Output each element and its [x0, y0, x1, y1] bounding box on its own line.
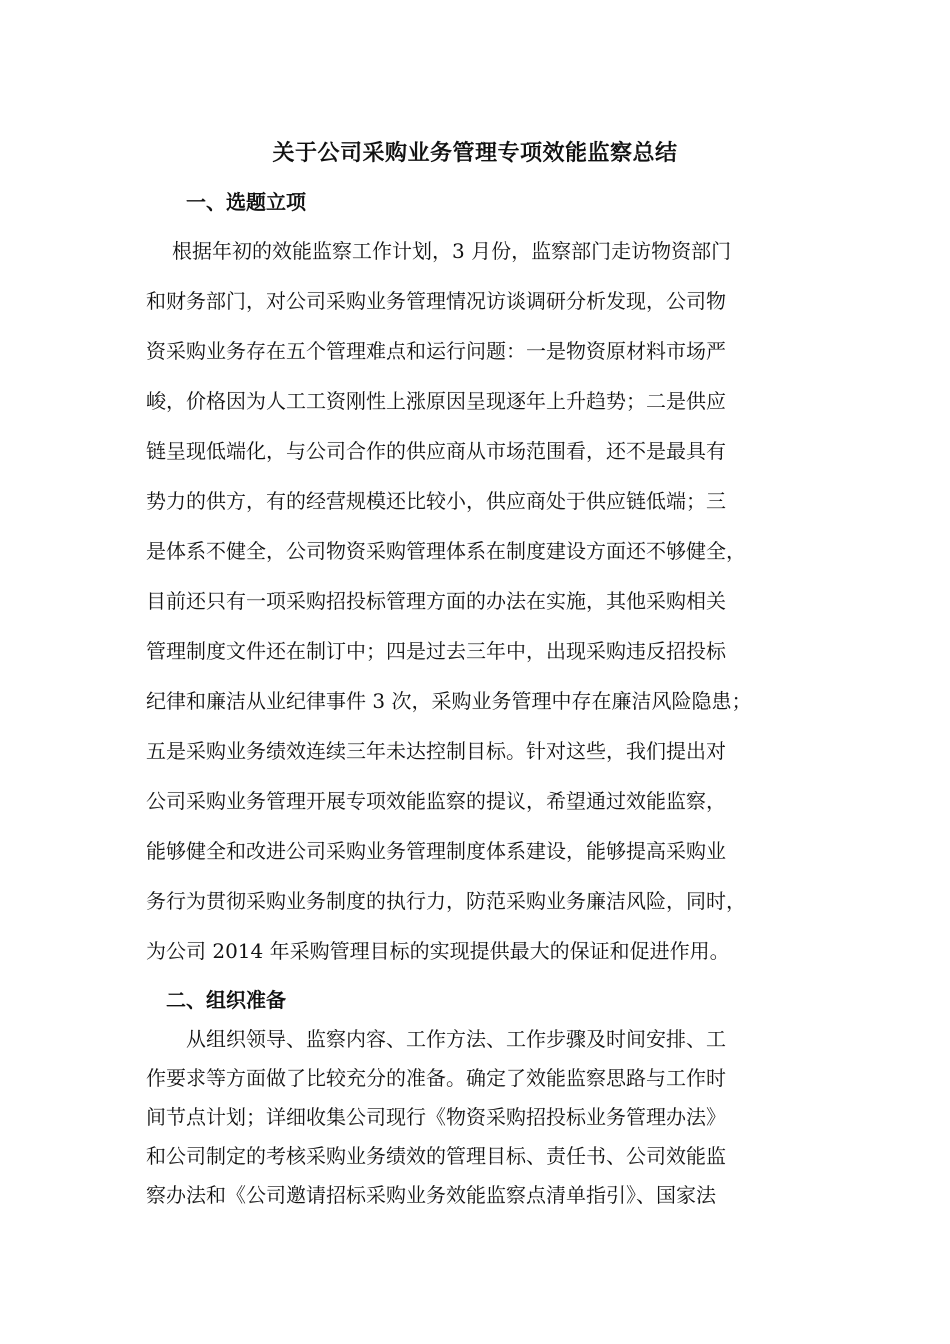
paragraph-line: 目前还只有一项采购招投标管理方面的办法在实施，其他采购相关 — [146, 589, 726, 613]
paragraph-line: 根据年初的效能监察工作计划，3 月份，监察部门走访物资部门 — [172, 239, 732, 263]
paragraph-line: 势力的供方，有的经营规模还比较小，供应商处于供应链低端；三 — [146, 489, 726, 513]
paragraph-line: 五是采购业务绩效连续三年未达控制目标。针对这些，我们提出对 — [146, 739, 726, 763]
paragraph-line: 公司采购业务管理开展专项效能监察的提议，希望通过效能监察， — [146, 789, 726, 813]
paragraph-line: 务行为贯彻采购业务制度的执行力，防范采购业务廉洁风险，同时， — [146, 889, 746, 913]
paragraph-line: 峻，价格因为人工工资刚性上涨原因呈现逐年上升趋势；二是供应 — [146, 389, 726, 413]
paragraph-line: 链呈现低端化，与公司合作的供应商从市场范围看，还不是最具有 — [146, 439, 726, 463]
paragraph-line: 资采购业务存在五个管理难点和运行问题：一是物资原材料市场严 — [146, 339, 726, 363]
paragraph-line: 和财务部门，对公司采购业务管理情况访谈调研分析发现，公司物 — [146, 289, 726, 313]
paragraph-line: 和公司制定的考核采购业务绩效的管理目标、责任书、公司效能监 — [146, 1144, 726, 1168]
paragraph-line: 是体系不健全，公司物资采购管理体系在制度建设方面还不够健全， — [146, 539, 746, 563]
paragraph-line: 为公司 2014 年采购管理目标的实现提供最大的保证和促进作用。 — [146, 939, 730, 963]
paragraph-line: 察办法和《公司邀请招标采购业务效能监察点清单指引》、国家法 — [146, 1183, 716, 1207]
paragraph-line: 间节点计划；详细收集公司现行《物资采购招投标业务管理办法》 — [146, 1105, 726, 1129]
section-heading-2: 二、组织准备 — [166, 988, 286, 1012]
section-1-paragraph — [146, 236, 826, 986]
paragraph-line: 作要求等方面做了比较充分的准备。确定了效能监察思路与工作时 — [146, 1066, 726, 1090]
paragraph-line: 能够健全和改进公司采购业务管理制度体系建设，能够提高采购业 — [146, 839, 726, 863]
paragraph-line: 从组织领导、监察内容、工作方法、工作步骤及时间安排、工 — [186, 1027, 726, 1051]
paragraph-line: 纪律和廉洁从业纪律事件 3 次，采购业务管理中存在廉洁风险隐患； — [146, 689, 752, 713]
document-title: 关于公司采购业务管理专项效能监察总结 — [272, 141, 678, 166]
section-heading-1: 一、选题立项 — [186, 190, 306, 214]
section-2-paragraph — [146, 1024, 826, 1219]
paragraph-line: 管理制度文件还在制订中；四是过去三年中，出现采购违反招投标 — [146, 639, 726, 663]
